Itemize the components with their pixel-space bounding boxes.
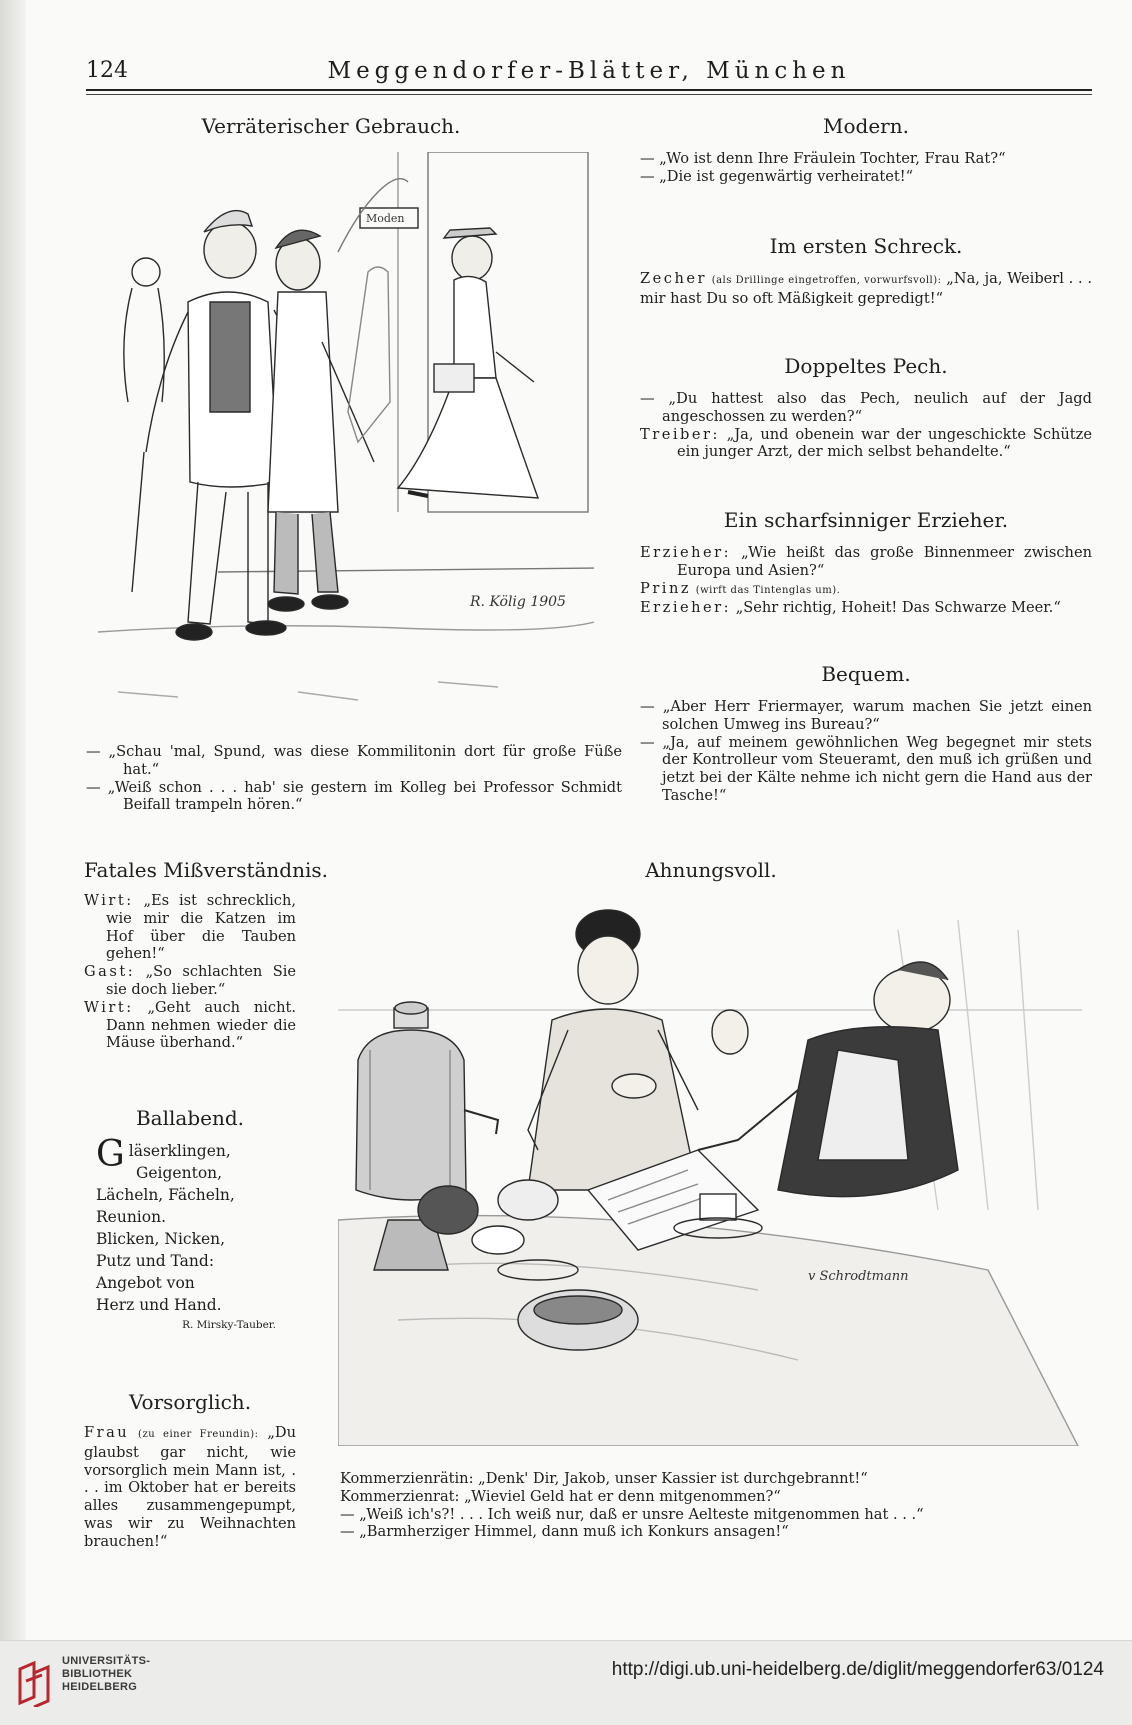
poem-line: Reunion. [96,1208,167,1226]
dialog-line: — „Du hattest also das Pech, neulich auf der Jagd angeschossen zu werden?“ [640,390,1092,425]
dialog-text: „Sehr richtig, Hoheit! Das Schwarze Meer.“ [735,599,1061,617]
dialog-text: „Wie heißt das große Binnenmeer zwischen Europa und Asien?“ [677,544,1092,579]
digitization-footer [0,1640,1132,1725]
text-pech [640,390,1092,461]
library-logo-icon [16,1659,54,1707]
speaker: Prinz [640,579,692,597]
poem-line: Geigenton, [136,1164,223,1182]
stage-direction: (als Drillinge eingetroffen, vorwurfsvoll): [711,275,942,286]
library-name-line: BIBLIOTHEK [62,1668,133,1680]
dialog-text: „Du glaubst gar nicht, wie vorsorglich mein Mann ist, . . . im Oktober hat er bereits alles zusammengepumpt, was wir zu Weihnachten brauchen!“ [84,1424,297,1550]
page-header [86,56,1092,90]
dialog-text: „So schlachten Sie sie doch lieber.“ [106,963,296,998]
dialog-text: „Ja, und obenein war der ungeschickte Schütze ein junger Arzt, der mich selbst behandelte.“ [677,425,1093,461]
text-erzieher [640,544,1092,617]
dialog-text: „Na, ja, Weiberl . . . mir hast Du so oft Mäßigkeit gepredigt!“ [640,270,1092,307]
title-vorsorglich: Vorsorglich. [128,1390,252,1414]
library-name-line: HEIDELBERG [62,1681,138,1693]
dialog-line: Kommerzienrätin: „Denk' Dir, Jakob, unser Kassier ist durchgebrannt!“ [340,1470,868,1487]
library-name-line: UNIVERSITÄTS- [62,1655,151,1667]
illustration-students [98,152,594,712]
dialog-line: — „Weiß schon . . . hab' sie gestern im Kolleg bei Professor Schmidt Beifall trampeln hören.“ [86,778,622,814]
drop-cap: G [96,1134,125,1175]
title-verraeterisch: Verräterischer Gebrauch. [201,114,461,138]
dialog-text: „Geht auch nicht. Dann nehmen wieder die Mäuse überhand.“ [106,998,296,1052]
header-rule-thick [86,89,1092,91]
speaker: Frau [84,1424,130,1441]
stage-direction: (wirft das Tintenglas um). [695,584,841,596]
text-fatal [84,892,296,1052]
text-bequem [640,698,1092,805]
periodical-title: Meggendorfer-Blätter, München [327,58,851,84]
dialog-line: — „Aber Herr Friermayer, warum machen Sie jetzt einen solchen Umweg ins Bureau?“ [640,698,1092,733]
page-gutter-shadow [0,0,26,1640]
source-url-link[interactable]: http://digi.ub.uni-heidelberg.de/diglit/meggendorfer63/0124 [611,1659,1104,1680]
artist-signature: v Schrodtmann [808,1269,909,1284]
poem-line: Angebot von [96,1274,195,1292]
title-pech: Doppeltes Pech. [784,354,948,378]
speaker: Wirt: [84,892,134,909]
speaker: Erzieher: [640,599,732,617]
poem-line: läserklingen, [128,1142,231,1160]
speaker: Gast: [84,963,136,981]
artist-signature: R. Kölig 1905 [470,594,566,610]
text-schreck [640,270,1092,308]
poem-line: Blicken, Nicken, [96,1230,226,1248]
title-erzieher: Ein scharfsinniger Erzieher. [723,508,1009,532]
title-ball: Ballabend. [135,1106,245,1130]
dialog-line: — „Barmherziger Himmel, dann muß ich Konkurs ansagen!“ [340,1523,789,1541]
page-number: 124 [86,58,128,83]
poem-ball [96,1134,296,1334]
title-schreck: Im ersten Schreck. [769,234,963,258]
header-rule-thin [86,94,1092,95]
text-ahnung [340,1470,1092,1541]
speaker: Treiber: [640,425,720,443]
title-fatal: Fatales Mißverständnis. [84,858,328,882]
poem-line: Herz und Hand. [96,1296,222,1314]
text-verraeterisch [86,743,622,814]
dialog-line: — „Ja, auf meinem gewöhnlichen Weg begegnet mir stets der Kontrolleur vom Steueramt, den muß ich grüßen und jetzt bei der Kälte nehme ich nicht gern die Hand aus der Tasche!“ [640,733,1092,804]
speaker: Erzieher: [640,544,732,561]
dialog-line: Kommerzienrat: „Wieviel Geld hat er denn mitgenommen?“ [340,1487,781,1505]
dialog-line: — „Die ist gegenwärtig verheiratet!“ [640,167,914,185]
title-ahnung: Ahnungsvoll. [645,858,777,882]
title-modern: Modern. [823,114,909,138]
text-modern [640,150,1092,186]
poem-line: Lächeln, Fächeln, [96,1186,235,1204]
speaker: Wirt: [84,998,134,1016]
dialog-line: — „Wo ist denn Ihre Fräulein Tochter, Frau Rat?“ [640,150,1006,167]
illustration-samovar [338,890,1082,1446]
title-bequem: Bequem. [821,662,911,686]
dialog-text: „Es ist schrecklich, wie mir die Katzen im Hof über die Tauben gehen!“ [106,892,296,963]
stage-direction: (zu einer Freundin): [138,1429,259,1440]
dialog-line: — „Weiß ich's?! . . . Ich weiß nur, daß er unsre Aelteste mitgenommen hat . . .“ [340,1505,924,1523]
shop-sign-text: Moden [366,212,405,225]
poem-author: R. Mirsky-Tauber. [182,1319,276,1331]
poem-line: Putz und Tand: [96,1252,215,1270]
text-vorsorglich [84,1424,296,1551]
library-name [62,1655,150,1694]
speaker: Zecher [640,270,707,287]
dialog-line: — „Schau 'mal, Spund, was diese Kommilitonin dort für große Füße hat.“ [86,743,622,778]
